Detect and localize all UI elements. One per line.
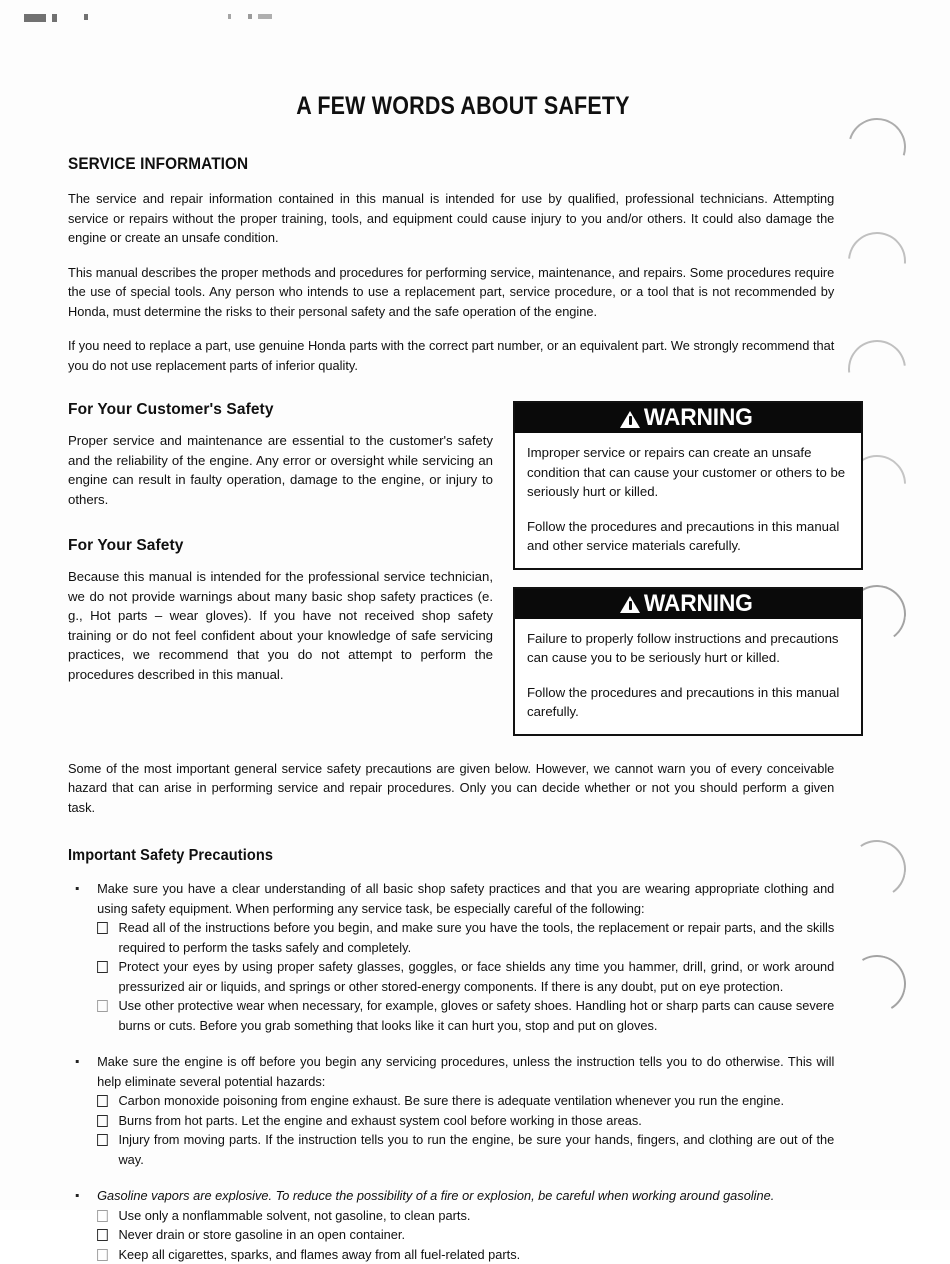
warning-triangle-icon — [620, 596, 640, 613]
page-title: A FEW WORDS ABOUT SAFETY — [123, 92, 802, 121]
subheading-important-safety-precautions: Important Safety Precautions — [68, 847, 811, 865]
checkbox-square-icon — [97, 1095, 108, 1107]
precaution-lead-text: Make sure the engine is off before you begin any servicing procedures, unless the instruction tells you to do otherwise. This will help eliminate several potential hazards: — [97, 1054, 834, 1089]
warning-label: WARNING — [644, 592, 753, 616]
checkbox-square-icon — [97, 1229, 108, 1241]
checkbox-item-text: Keep all cigarettes, sparks, and flames away from all fuel-related parts. — [118, 1247, 520, 1262]
checkbox-list-item — [97, 996, 834, 1035]
warning-paragraph: Failure to properly follow instructions and precautions can cause you to be seriously hurt or killed. — [527, 629, 849, 668]
warning-label: WARNING — [644, 406, 753, 430]
warning-paragraph: Follow the procedures and precautions in this manual carefully. — [527, 683, 849, 722]
precaution-sublist — [97, 1091, 834, 1169]
checkbox-square-icon — [97, 1134, 108, 1146]
flow-paragraph: Some of the most important general service safety precautions are given below. However, we cannot warn you of every conceivable hazard that can arise in performing service and repair procedures. Only you can decide whether or not you should perform a given task. — [68, 759, 834, 818]
precaution-lead-text: Gasoline vapors are explosive. To reduce the possibility of a fire or explosion, be careful when working around gasoline. — [97, 1188, 774, 1203]
checkbox-square-icon — [97, 1210, 108, 1222]
checkbox-list-item — [97, 1130, 834, 1169]
subheading-customer-safety: For Your Customer's Safety — [68, 401, 493, 419]
warning-header — [515, 403, 861, 433]
precaution-item — [68, 1186, 834, 1264]
checkbox-item-text: Injury from moving parts. If the instruction tells you to run the engine, be sure your hands, fingers, and clothing are out of the way. — [118, 1132, 834, 1167]
checkbox-list-item — [97, 1111, 834, 1131]
warning-box — [513, 587, 863, 736]
warning-header — [515, 589, 861, 619]
warning-box-column — [513, 401, 863, 753]
customer-safety-paragraph: Proper service and maintenance are essential to the customer's safety and the reliability of the engine. Any error or oversight while servicing an engine can result in faulty operation, damage to the engine, or injury to others. — [68, 431, 493, 509]
subheading-your-safety: For Your Safety — [68, 537, 493, 555]
checkbox-item-text: Read all of the instructions before you begin, and make sure you have the tools, the replacement or repair parts, and the skills required to perform the tasks safely and completely. — [118, 920, 834, 955]
checkbox-item-text: Protect your eyes by using proper safety glasses, goggles, or face shields any time you hammer, drill, grind, or work around pressurized air or liquids, and springs or other stored-energy components. If there is any doubt, put on eye protection. — [118, 959, 834, 994]
checkbox-square-icon — [97, 1115, 108, 1127]
checkbox-item-text: Never drain or store gasoline in an open container. — [118, 1227, 405, 1242]
checkbox-square-icon — [97, 922, 108, 934]
scan-artifact-speck — [24, 14, 46, 22]
precaution-sublist — [97, 918, 834, 1035]
checkbox-square-icon — [97, 961, 108, 973]
section-heading-service-information: SERVICE INFORMATION — [68, 155, 803, 174]
safety-columns — [68, 401, 858, 753]
warning-triangle-icon — [620, 411, 640, 428]
page-content — [68, 0, 858, 1264]
checkbox-square-icon — [97, 1249, 108, 1261]
precaution-sublist — [97, 1206, 834, 1264]
warning-paragraph: Follow the procedures and precautions in this manual and other service materials carefully. — [527, 517, 849, 556]
checkbox-item-text: Use only a nonflammable solvent, not gasoline, to clean parts. — [118, 1208, 470, 1223]
warning-paragraph: Improper service or repairs can create an unsafe condition that can cause your customer or others to be seriously hurt or killed. — [527, 443, 849, 502]
precaution-lead-text: Make sure you have a clear understanding of all basic shop safety practices and that you are wearing appropriate clothing and using safety equipment. When performing any service task, be especially careful of the following: — [97, 881, 834, 916]
scan-artifact-speck — [52, 14, 57, 22]
checkbox-square-icon — [97, 1000, 108, 1012]
warning-box — [513, 401, 863, 570]
precautions-list — [68, 879, 858, 1264]
bullet-dot-icon — [76, 1060, 79, 1063]
checkbox-item-text: Use other protective wear when necessary, for example, gloves or safety shoes. Handling hot or sharp parts can cause severe burns or cuts. Before you grab something that looks like it can hurt you, stop and put on gloves. — [118, 998, 834, 1033]
bullet-dot-icon — [76, 887, 79, 890]
service-information-paragraph: If you need to replace a part, use genuine Honda parts with the correct part number, or an equivalent part. We strongly recommend that you do not use replacement parts of inferior quality. — [68, 336, 834, 375]
precaution-item — [68, 879, 834, 1035]
checkbox-list-item — [97, 1091, 834, 1111]
your-safety-paragraph: Because this manual is intended for the professional service technician, we do not provide warnings about many basic shop safety practices (e. g., Hot parts – wear gloves). If you have not received shop safety training or do not feel confident about your knowledge of safe servicing practices, we recommend that you do not attempt to perform the procedures described in this manual. — [68, 567, 493, 684]
checkbox-list-item — [97, 918, 834, 957]
checkbox-item-text: Carbon monoxide poisoning from engine exhaust. Be sure there is adequate ventilation whenever you run the engine. — [118, 1093, 784, 1108]
checkbox-item-text: Burns from hot parts. Let the engine and exhaust system cool before working in those areas. — [118, 1113, 641, 1128]
checkbox-list-item — [97, 1225, 834, 1245]
bullet-dot-icon — [76, 1194, 79, 1197]
checkbox-list-item — [97, 1245, 834, 1264]
checkbox-list-item — [97, 957, 834, 996]
service-information-paragraph: The service and repair information contained in this manual is intended for use by qualified, professional technicians. Attempting service or repairs without the proper training, tools, and equipment could cause injury to you and/or others. It could also damage the engine or create an unsafe condition. — [68, 189, 834, 248]
service-information-paragraph: This manual describes the proper methods and procedures for performing service, maintenance, and repairs. Some procedures require the use of special tools. Any person who intends to use a replacement part, service procedure, or a tool that is not recommended by Honda, must determine the risks to their personal safety and the safe operation of the engine. — [68, 263, 834, 322]
safety-text-column — [68, 401, 493, 684]
precaution-item — [68, 1052, 834, 1169]
warning-body — [515, 619, 861, 734]
checkbox-list-item — [97, 1206, 834, 1226]
warning-body — [515, 433, 861, 568]
